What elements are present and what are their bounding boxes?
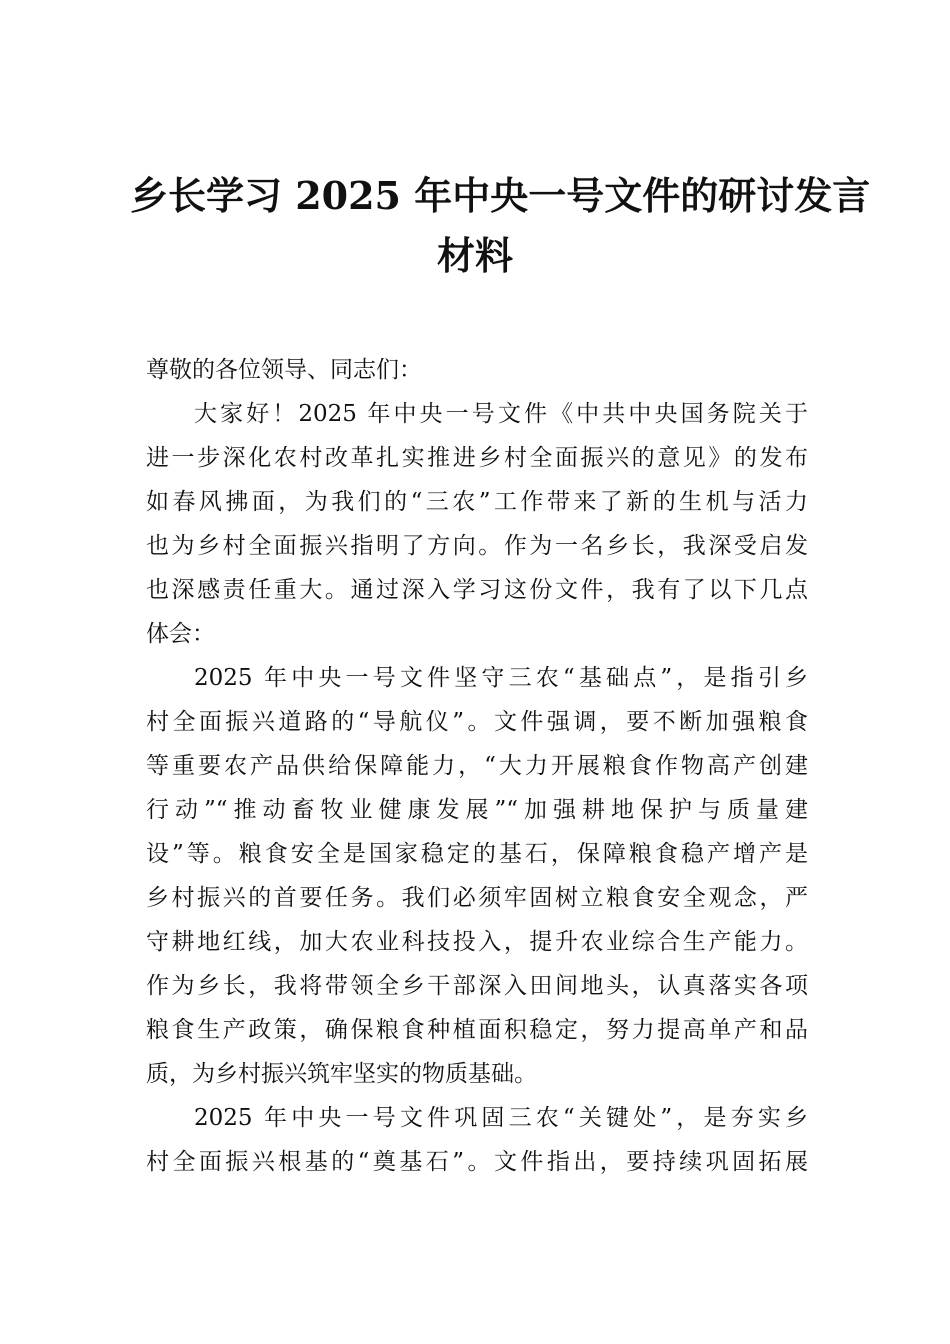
paragraph-line: 设”等。粮食安全是国家稳定的基石，保障粮食稳产增产是 bbox=[146, 841, 808, 867]
document-body bbox=[146, 348, 808, 1184]
paragraph-line: 粮食生产政策，确保粮食种植面积稳定，努力提高单产和品 bbox=[146, 1017, 808, 1043]
paragraph-line: 也为乡村全面振兴指明了方向。作为一名乡长，我深受启发 bbox=[146, 533, 808, 559]
paragraph-line: 2025 年中央一号文件坚守三农“基础点”，是指引乡 bbox=[194, 665, 808, 691]
paragraph-line: 质，为乡村振兴筑牢坚实的物质基础。 bbox=[146, 1061, 537, 1087]
paragraph-line: 也深感责任重大。通过深入学习这份文件，我有了以下几点 bbox=[146, 577, 808, 603]
title-line: 乡长学习 2025 年中央一号文件的研讨发言 bbox=[130, 173, 871, 218]
paragraph-line: 作为乡长，我将带领全乡干部深入田间地头，认真落实各项 bbox=[146, 973, 808, 999]
paragraph-line: 2025 年中央一号文件巩固三农“关键处”，是夯实乡 bbox=[194, 1105, 808, 1131]
paragraph-line: 村全面振兴根基的“奠基石”。文件指出，要持续巩固拓展 bbox=[146, 1149, 808, 1175]
paragraph-line: 乡村振兴的首要任务。我们必须牢固树立粮食安全观念，严 bbox=[146, 885, 808, 911]
title-line: 材料 bbox=[436, 233, 513, 278]
paragraph-line: 如春风拂面，为我们的“三农”工作带来了新的生机与活力 bbox=[146, 489, 808, 515]
paragraph-line: 等重要农产品供给保障能力，“大力开展粮食作物高产创建 bbox=[146, 753, 808, 779]
document-title bbox=[130, 166, 871, 286]
paragraph-line: 大家好！2025 年中央一号文件《中共中央国务院关于 bbox=[194, 401, 808, 427]
paragraph-line: 行动”“推动畜牧业健康发展”“加强耕地保护与质量建 bbox=[146, 797, 808, 823]
paragraph-line: 进一步深化农村改革扎实推进乡村全面振兴的意见》的发布 bbox=[146, 445, 808, 471]
salutation: 尊敬的各位领导、同志们： bbox=[146, 357, 422, 383]
paragraph-line: 村全面振兴道路的“导航仪”。文件强调，要不断加强粮食 bbox=[146, 709, 808, 735]
paragraph-line: 守耕地红线，加大农业科技投入，提升农业综合生产能力。 bbox=[146, 929, 808, 955]
paragraph-line: 体会： bbox=[146, 621, 215, 647]
